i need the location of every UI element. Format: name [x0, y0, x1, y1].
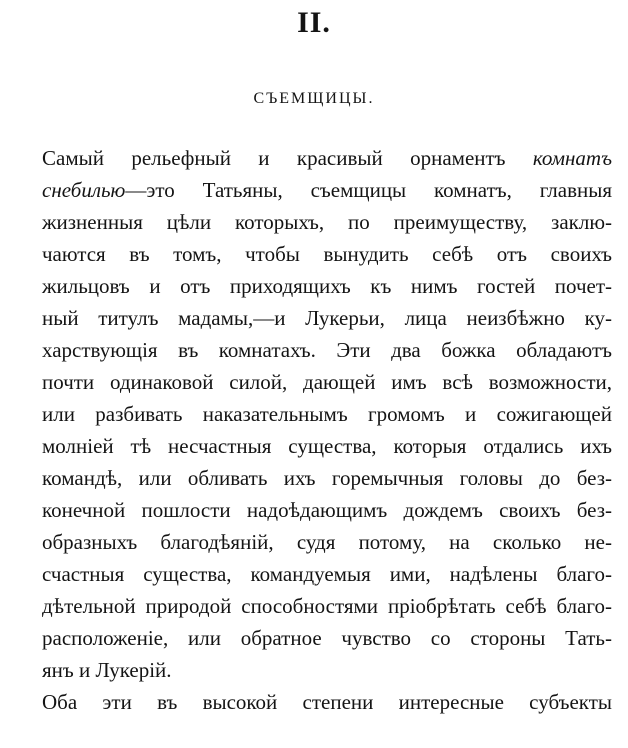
text-line: чаются въ томъ, чтобы вынудить себѣ отъ своихъ: [42, 242, 612, 266]
text-line: Оба эти въ высокой степени интересные субъекты: [42, 690, 612, 714]
chapter-number: II.: [297, 6, 331, 39]
text-line: ный титулъ мадамы,—и Лукерьи, лица неизбѣжно ку-: [42, 306, 612, 330]
italic-term: снебилью: [42, 178, 126, 202]
text-line: янъ и Лукерій.: [42, 658, 172, 682]
text-line: харствующія въ комнатахъ. Эти два божка обладаютъ: [42, 338, 612, 362]
text-fragment: Самый рельефный и красивый орнаментъ: [42, 146, 533, 170]
text-fragment: —это Татьяны, съемщицы комнатъ, главныя: [125, 178, 612, 202]
paragraph-2: [42, 686, 612, 718]
text-line: образныхъ благодѣяній, судя потому, на сколько не-: [42, 530, 612, 554]
body-text: [42, 142, 612, 718]
text-line: молніей тѣ несчастныя существа, которыя отдались ихъ: [42, 434, 612, 458]
text-line: [42, 142, 612, 174]
section-title: СЪЕМЩИЦЫ.: [253, 90, 375, 107]
text-line: командѣ, или обливать ихъ горемычныя головы до без-: [42, 466, 612, 490]
text-line: расположеніе, или обратное чувство со стороны Тать-: [42, 626, 612, 650]
text-line: конечной пошлости надоѣдающимъ дождемъ своихъ без-: [42, 498, 612, 522]
text-line: счастныя существа, командуемыя ими, надѣлены благо-: [42, 562, 612, 586]
text-line: [42, 174, 612, 206]
text-line: жизненныя цѣли которыхъ, по преимуществу, заклю-: [42, 210, 612, 234]
paragraph-1: [42, 142, 612, 686]
text-line: дѣтельной природой способностями пріобрѣтать себѣ благо-: [42, 594, 612, 618]
italic-term: комнатъ: [532, 146, 612, 170]
text-line: или разбивать наказательнымъ громомъ и сожигающей: [42, 402, 612, 426]
text-line: почти одинаковой силой, дающей имъ всѣ возможности,: [42, 370, 612, 394]
text-line: жильцовъ и отъ приходящихъ къ нимъ гостей почет-: [42, 274, 612, 298]
